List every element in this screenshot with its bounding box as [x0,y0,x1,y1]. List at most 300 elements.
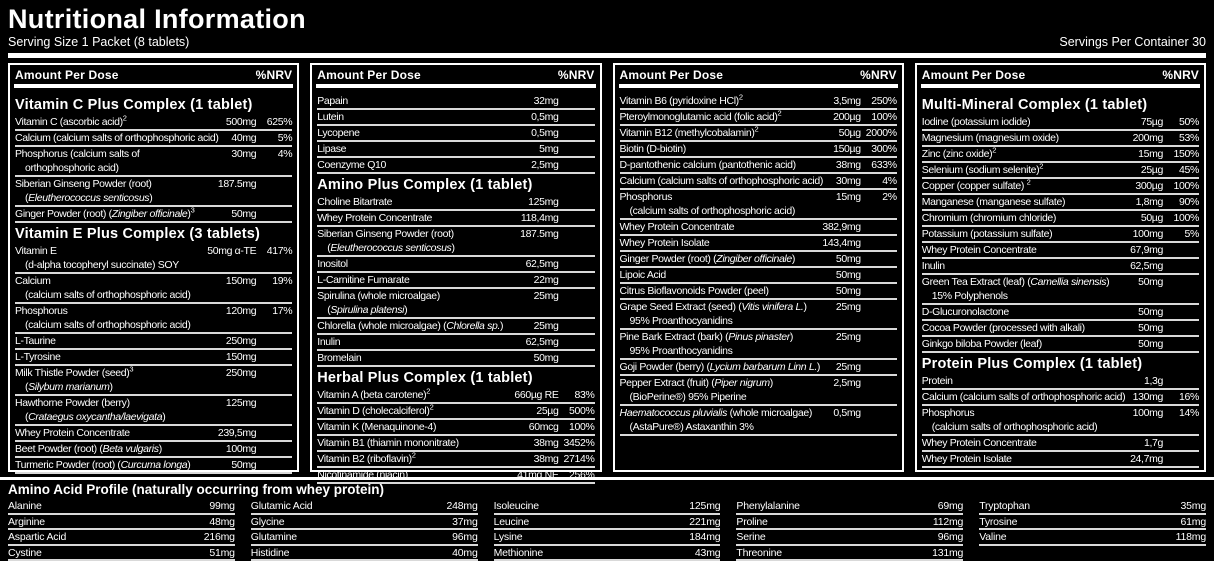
nrv-label: %NRV [558,68,595,82]
nutrient-amount: 150mg [223,350,256,364]
nutrient-amount: 120mg [223,304,256,318]
nutrient-amount: 25µg [533,404,558,418]
nutrient-row [317,110,594,126]
amino-acid-name: Cystine [8,547,42,560]
nutrient-name: Cocoa Powder (processed with alkali) [922,321,1135,335]
nutrient-name-line2: orthophosphoric acid) [15,161,292,175]
nutrient-name-line2: 95% Proanthocyanidins [620,314,897,328]
nutrient-amount: 50mg [1135,305,1163,319]
nutrient-name: Ginkgo biloba Powder (leaf) [922,337,1135,351]
nutrient-name: Phosphorus (calcium salts of [15,147,228,161]
nutrient-amount: 41mg NE [514,468,558,482]
section-header: Protein Plus Complex (1 tablet) [922,353,1199,374]
nutrient-row [922,259,1199,275]
column-header [620,66,897,84]
nutrient-name: Nicotinamide (niacin) [317,468,514,482]
nutrient-nrv: 16% [1163,390,1199,404]
nutrient-row [317,257,594,273]
amino-acid-name: Proline [736,516,767,529]
amino-acid-name: Isoleucine [494,500,539,513]
nutrient-row [317,94,594,110]
nutrient-amount: 50mg [833,268,861,282]
amino-acid-row [251,546,478,561]
nutrient-amount: 32mg [531,94,559,108]
nutrient-name: Calcium (calcium salts of orthophosphoric acid) [922,390,1130,404]
section-header: Vitamin E Plus Complex (3 tablets) [15,223,292,244]
nutrient-nrv: 2714% [559,452,595,466]
nutrient-row [620,252,897,268]
nutrient-row [15,350,292,366]
nutrient-name: Chromium (chromium chloride) [922,211,1138,225]
nutrient-name: Vitamin A (beta carotene)$^2$ [317,388,511,402]
nutrient-name: Whey Protein Isolate [922,452,1127,466]
nutrient-name: Selenium (sodium selenite)$^2$ [922,163,1138,177]
nutrient-amount: 62,5mg [523,257,559,271]
nutrient-name: L-Tyrosine [15,350,223,364]
amino-acid-amount: 37mg [448,516,477,529]
amino-acid-row [736,515,963,531]
nutrient-nrv: 100% [861,110,897,124]
amino-acid-amount: 221mg [685,516,720,529]
amino-acid-amount: 48mg [205,516,234,529]
amino-acid-row [979,499,1206,515]
nutrient-row [15,274,292,304]
amino-acid-amount: 35mg [1177,500,1206,513]
amino-acid-amount: 96mg [448,531,477,544]
nutrient-amount: 75µg [1138,115,1163,129]
nutrient-name: Zinc (zinc oxide)$^2$ [922,147,1135,161]
nutrient-amount: 0,5mg [528,110,558,124]
nutrient-columns [8,63,1206,472]
amino-acid-row [8,515,235,531]
nutrient-amount: 3,5mg [830,94,860,108]
nutrient-nrv: 3452% [559,436,595,450]
nutrient-name-line2: (calcium salts of orthophosphoric acid) [15,288,292,302]
nutrient-amount: 67,9mg [1127,243,1163,257]
nutrient-row [620,284,897,300]
amino-acid-amount: 216mg [200,531,235,544]
nutrient-name: Phosphorus [922,406,1130,420]
nutrient-row [15,244,292,274]
nutrient-name-line2: (Eleutherococcus senticosus) [15,191,292,205]
nrv-label: %NRV [1162,68,1199,82]
nutrient-row [15,458,292,474]
nutrient-amount: 50mg [1135,337,1163,351]
section-header: Multi-Mineral Complex (1 tablet) [922,94,1199,115]
nutrient-name: Chlorella (whole microalgae) (Chlorella sp.) [317,319,530,333]
nutrient-nrv: 2% [861,190,897,204]
nutrient-name: Ginger Powder (root) (Zingiber officinale) [620,252,833,266]
nutrient-name: Copper (copper sulfate) $^2$ [922,179,1133,193]
nutrient-name: Siberian Ginseng Powder (root) [317,227,517,241]
nutrient-amount: 15mg [833,190,861,204]
page-title: Nutritional Information [8,4,1206,34]
nutrient-row [620,268,897,284]
nutrient-nrv: 625% [256,115,292,129]
nutrient-name: L-Carnitine Fumarate [317,273,530,287]
nutrient-amount: 24,7mg [1127,452,1163,466]
nutrient-amount: 25mg [531,319,559,333]
nutrient-amount: 15mg [1135,147,1163,161]
amino-acid-name: Valine [979,531,1006,544]
nutrient-row [317,388,594,404]
nutrient-row [317,420,594,436]
nutrient-row [922,321,1199,337]
nutrient-row [620,220,897,236]
servings-per-container-text: Servings Per Container 30 [1059,35,1206,49]
column-header [15,66,292,84]
nutrient-name: Phosphorus [15,304,223,318]
nutrient-name: Lipoic Acid [620,268,833,282]
nutrient-amount: 50mg [1135,275,1163,289]
amino-acid-row [8,499,235,515]
nutrient-row [317,142,594,158]
nutrient-name: Coenzyme Q10 [317,158,528,172]
nutrient-amount: 100mg [223,442,256,456]
amino-acid-name: Serine [736,531,765,544]
nutrient-name: Ginger Powder (root) (Zingiber officinale)$^3$ [15,207,228,221]
amino-acid-row [8,530,235,546]
nutrient-name: Vitamin K (Menaquinone-4) [317,420,525,434]
nutrient-amount: 250mg [223,334,256,348]
nutrient-name: Vitamin B1 (thiamin mononitrate) [317,436,530,450]
nutrient-row [317,319,594,335]
nutrient-name: Protein [922,374,1141,388]
nutrient-name: Vitamin D (cholecalciferol)$^2$ [317,404,533,418]
nutrient-amount: 5mg [536,142,558,156]
nutrient-name: Siberian Ginseng Powder (root) [15,177,215,191]
nutrient-amount: 2,5mg [830,376,860,390]
nutrient-row [317,289,594,319]
nrv-label: %NRV [256,68,293,82]
nutrient-amount: 125mg [223,396,256,410]
amino-acid-row [494,499,721,515]
nutrient-row [15,131,292,147]
nutrient-name: Lutein [317,110,528,124]
nutrient-name-line2: (calcium salts of orthophosphoric acid) [620,204,897,218]
amino-acid-column-4 [736,499,963,561]
nutrient-amount: 25mg [531,289,559,303]
nutrient-nrv: 633% [861,158,897,172]
divider-bar-top [8,53,1206,58]
nutrient-row [922,131,1199,147]
amino-acid-name: Histidine [251,547,289,560]
nutrient-amount: 239,5mg [215,426,256,440]
nutrient-amount: 50mg α-TE [204,244,256,258]
nutrient-row [317,158,594,174]
nutrient-name: Iodine (potassium iodide) [922,115,1138,129]
amino-acid-row [979,515,1206,531]
nutrient-name: Lipase [317,142,536,156]
nutrient-name: Whey Protein Isolate [620,236,820,250]
nutrient-row [922,227,1199,243]
column-header [922,66,1199,84]
nutrient-name-line2: (Eleutherococcus senticosus) [317,241,594,255]
nutrient-nrv: 17% [256,304,292,318]
nutrient-column-4 [915,63,1206,472]
nutrient-row [15,177,292,207]
section-header: Vitamin C Plus Complex (1 tablet) [15,94,292,115]
nutrient-row [15,442,292,458]
nutrient-row [922,163,1199,179]
nutrient-name: Whey Protein Concentrate [922,243,1127,257]
nutrient-name: Inulin [317,335,522,349]
amino-acid-name: Glycine [251,516,285,529]
nutrient-name: Grape Seed Extract (seed) (Vitis vinifera L.) [620,300,833,314]
amino-acid-amount: 40mg [448,547,477,560]
nutrient-amount: 1,8mg [1133,195,1163,209]
nutrient-name-line2: (calcium salts of orthophosphoric acid) [15,318,292,332]
nutrient-name-line2: (calcium salts of orthophosphoric acid) [922,420,1199,434]
nutrient-name: Bromelain [317,351,530,365]
amino-acid-row [736,499,963,515]
nutrient-amount: 187.5mg [215,177,256,191]
nutrient-amount: 50µg [836,126,861,140]
nutrient-amount: 25mg [833,330,861,344]
amino-acid-column-5 [979,499,1206,561]
nutrient-name: Choline Bitartrate [317,195,525,209]
amino-acid-amount: 118mg [1172,531,1206,544]
nutrient-row [620,300,897,330]
nutrient-amount: 60mcg [526,420,559,434]
nutrient-name-line2: (AstaPure®) Astaxanthin 3% [620,420,897,434]
amino-acid-amount: 184mg [685,531,720,544]
nutrient-name: Inositol [317,257,522,271]
nutrient-row [317,195,594,211]
nutrient-row [922,243,1199,259]
nutrient-row [15,207,292,223]
amount-per-dose-label: Amount Per Dose [922,68,1026,82]
nutrient-name: Pine Bark Extract (bark) (Pinus pinaster) [620,330,833,344]
nutrient-row [317,404,594,420]
nutrient-row [15,334,292,350]
nutrient-nrv: 5% [256,131,292,145]
nutrient-name: Vitamin C (ascorbic acid)$^2$ [15,115,223,129]
amino-acid-row [736,530,963,546]
nutrient-row [317,351,594,367]
amino-acid-amount: 131mg [928,547,963,560]
nutrient-amount: 38mg [531,452,559,466]
column-header-bar [14,84,293,88]
serving-info-row [8,35,1206,49]
nutrient-amount: 382,9mg [819,220,860,234]
nutrient-name-line2: 95% Proanthocyanidins [620,344,897,358]
nutrient-nrv: 100% [559,420,595,434]
amino-acid-name: Arginine [8,516,45,529]
nutrient-name: Vitamin B2 (riboflavin)$^2$ [317,452,530,466]
nutrient-name: Whey Protein Concentrate [15,426,215,440]
nutrient-amount: 30mg [228,147,256,161]
nutrient-nrv: 19% [256,274,292,288]
nutrient-row [620,236,897,252]
nutrient-name: Whey Protein Concentrate [317,211,518,225]
nutrient-row [317,273,594,289]
nutrient-amount: 50µg [1138,211,1163,225]
nutrient-name: Calcium [15,274,223,288]
amino-acid-row [494,515,721,531]
nutrient-row [317,227,594,257]
nutrient-row [15,115,292,131]
nutrient-nrv: 500% [559,404,595,418]
serving-size-text: Serving Size 1 Packet (8 tablets) [8,35,189,49]
nutrient-amount: 50mg [1135,321,1163,335]
amino-acid-amount: 69mg [934,500,963,513]
nutrient-name: Turmeric Powder (root) (Curcuma longa) [15,458,228,472]
nutrient-amount: 200mg [1130,131,1163,145]
nutrient-row [620,126,897,142]
amino-acid-row [251,515,478,531]
amount-per-dose-label: Amount Per Dose [15,68,119,82]
nutrient-amount: 25mg [833,360,861,374]
amino-acid-amount: 43mg [691,547,720,560]
nutrient-name: Milk Thistle Powder (seed)$^3$ [15,366,223,380]
nutrient-nrv: 100% [1163,211,1199,225]
nutrient-name-line2: (Spirulina platensi) [317,303,594,317]
amino-acid-column-2 [251,499,478,561]
amino-acid-amount: 99mg [205,500,234,513]
section-header: Herbal Plus Complex (1 tablet) [317,367,594,388]
nutrient-row [317,211,594,227]
nutrient-nrv: 53% [1163,131,1199,145]
nutrient-row [620,330,897,360]
nutrient-nrv: 417% [256,244,292,258]
nutrient-name: Papain [317,94,530,108]
nutrient-name: Vitamin E [15,244,204,258]
amino-acid-row [494,530,721,546]
nutrient-row [922,452,1199,468]
amino-acid-amount: 248mg [442,500,477,513]
nutrient-nrv: 250% [861,94,897,108]
nutrient-nrv: 83% [559,388,595,402]
nutrient-column-2 [310,63,601,472]
nutrient-nrv: 2000% [861,126,897,140]
nutrient-nrv: 45% [1163,163,1199,177]
column-header-bar [316,84,595,88]
nutrient-amount: 660µg RE [511,388,558,402]
nutrient-name: Lycopene [317,126,528,140]
amino-acid-table [8,499,1206,561]
nutrient-column-3 [613,63,904,472]
nutrient-row [620,190,897,220]
nutrient-row [15,147,292,177]
nutrient-amount: 250mg [223,366,256,380]
section-header: Amino Plus Complex (1 tablet) [317,174,594,195]
amino-acid-name: Tryptophan [979,500,1030,513]
amino-acid-amount: 96mg [934,531,963,544]
nutrient-row [317,126,594,142]
nutrient-row [922,195,1199,211]
amino-acid-profile-title: Amino Acid Profile (naturally occurring from whey protein) [8,482,1206,497]
nutrient-row [620,406,897,436]
nutrient-name: Haematococcus pluvialis (whole microalgae) [620,406,831,420]
nutrient-row [922,305,1199,321]
nutrient-name-line2: (Crataegus oxycantha/laevigata) [15,410,292,424]
amino-acid-name: Aspartic Acid [8,531,66,544]
nutrient-name: Inulin [922,259,1127,273]
nutrient-row [922,211,1199,227]
amount-per-dose-label: Amount Per Dose [317,68,421,82]
nutrient-name: Potassium (potassium sulfate) [922,227,1130,241]
nutrient-name: Goji Powder (berry) (Lycium barbarum Linn L.) [620,360,833,374]
nutrient-row [620,376,897,406]
nutrient-nrv: 150% [1163,147,1199,161]
nutrient-amount: 150mg [223,274,256,288]
amino-acid-name: Glutamine [251,531,297,544]
amino-acid-name: Glutamic Acid [251,500,313,513]
nutrient-amount: 50mg [833,284,861,298]
nutrient-name: Spirulina (whole microalgae) [317,289,530,303]
nutrient-name: Calcium (calcium salts of orthophosphoric acid) [15,131,228,145]
nutrient-amount: 40mg [228,131,256,145]
nutrient-amount: 200µg [830,110,861,124]
nutrient-name: Magnesium (magnesium oxide) [922,131,1130,145]
amount-per-dose-label: Amount Per Dose [620,68,724,82]
amino-acid-column-3 [494,499,721,561]
nutrient-row [15,366,292,396]
nutrient-nrv: 90% [1163,195,1199,209]
nutrient-amount: 62,5mg [1127,259,1163,273]
nutrient-nrv: 4% [861,174,897,188]
nutrient-name: Citrus Bioflavonoids Powder (peel) [620,284,833,298]
nutrient-name: D-pantothenic calcium (pantothenic acid) [620,158,833,172]
nutrient-name: Vitamin B12 (methylcobalamin)$^2$ [620,126,836,140]
nutrient-name: Biotin (D-biotin) [620,142,831,156]
nutrient-amount: 0,5mg [830,406,860,420]
nutrient-name: Calcium (calcium salts of orthophosphoric acid) [620,174,833,188]
nutrient-row [317,436,594,452]
nutrient-row [317,335,594,351]
nutrient-amount: 500mg [223,115,256,129]
nutrient-amount: 30mg [833,174,861,188]
amino-acid-amount: 112mg [929,516,963,529]
nutrient-amount: 2,5mg [528,158,558,172]
nutrient-name: D-Glucuronolactone [922,305,1135,319]
nutrient-amount: 150µg [830,142,861,156]
nutrient-amount: 50mg [833,252,861,266]
nutrient-nrv: 4% [256,147,292,161]
amino-acid-column-1 [8,499,235,561]
nutrient-name-line2: 15% Polyphenols [922,289,1199,303]
amino-acid-row [979,530,1206,546]
nutrient-name: L-Taurine [15,334,223,348]
nutrient-name: Pepper Extract (fruit) (Piper nigrum) [620,376,831,390]
amino-acid-name: Phenylalanine [736,500,799,513]
column-header-bar [921,84,1200,88]
nutrient-row [922,390,1199,406]
nutrient-row [922,179,1199,195]
nutrient-amount: 38mg [531,436,559,450]
amino-acid-amount: 61mg [1177,516,1206,529]
nutrient-row [922,406,1199,436]
nutrient-nrv: 5% [1163,227,1199,241]
nutrient-amount: 100mg [1130,406,1163,420]
nutrient-row [922,275,1199,305]
nutrient-name-line2: (Silybum marianum) [15,380,292,394]
nutrient-amount: 130mg [1130,390,1163,404]
nutrient-nrv: 50% [1163,115,1199,129]
nutrient-nrv: 300% [861,142,897,156]
nutrient-name: Beet Powder (root) (Beta vulgaris) [15,442,223,456]
amino-acid-name: Threonine [736,547,781,560]
nutrient-amount: 50mg [228,458,256,472]
nutrient-name: Whey Protein Concentrate [922,436,1141,450]
nutrient-name: Green Tea Extract (leaf) (Camellia sinensis) [922,275,1135,289]
nutrient-name: Manganese (manganese sulfate) [922,195,1133,209]
nutrient-row [922,374,1199,390]
nutrient-amount: 125mg [525,195,558,209]
nutrient-row [620,174,897,190]
nutrient-amount: 187.5mg [517,227,558,241]
